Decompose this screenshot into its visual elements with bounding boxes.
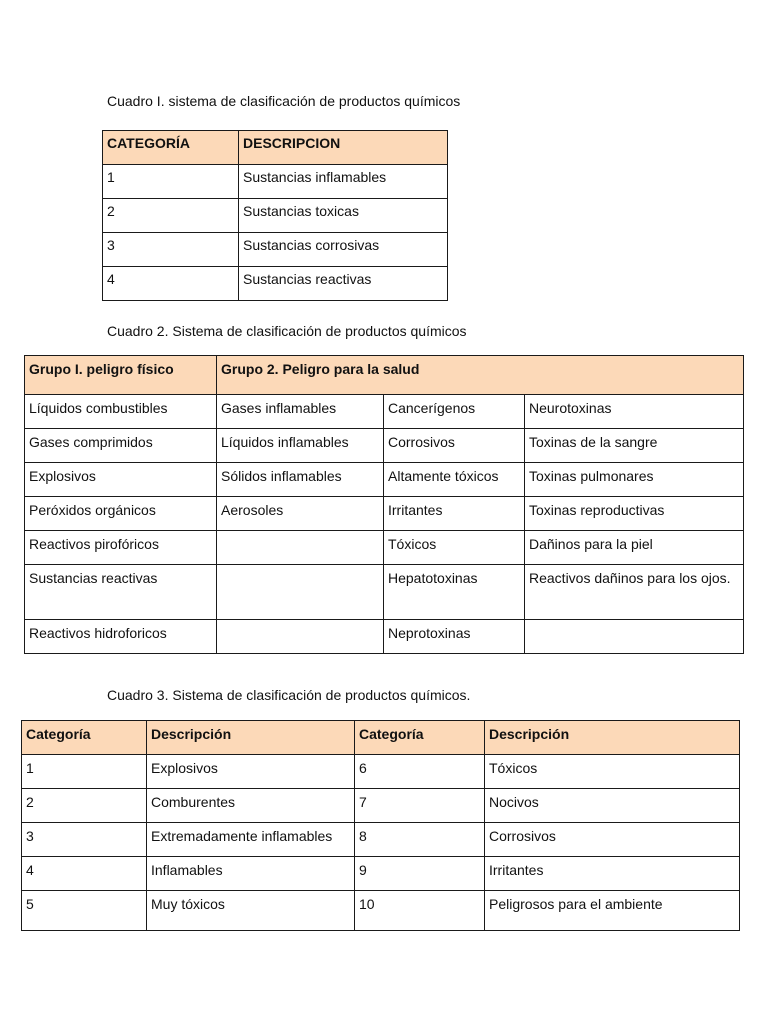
table-cell: Explosivos [25, 463, 217, 497]
table-row [25, 395, 744, 429]
table-cell: 3 [22, 823, 147, 857]
table-cell: Sustancias reactivas [25, 565, 217, 620]
table-cell: Gases inflamables [217, 395, 384, 429]
table1-header-row [103, 131, 448, 165]
table-cell: 8 [355, 823, 485, 857]
table-cell [525, 620, 744, 654]
table-row [22, 857, 740, 891]
table-cell: Corrosivos [384, 429, 525, 463]
table1-caption: Cuadro I. sistema de clasificación de productos químicos [107, 93, 461, 109]
table-cell: Aerosoles [217, 497, 384, 531]
table-cell: 10 [355, 891, 485, 931]
table2-header-cell: Grupo 2. Peligro para la salud [217, 356, 744, 395]
table-cell: Irritantes [384, 497, 525, 531]
table-row [22, 891, 740, 931]
table-cell: Neprotoxinas [384, 620, 525, 654]
table-cell: Reactivos dañinos para los ojos. [525, 565, 744, 620]
table-cell: 4 [103, 267, 239, 301]
table-cell: 4 [22, 857, 147, 891]
table-cell: Explosivos [147, 755, 355, 789]
table-cell: Líquidos combustibles [25, 395, 217, 429]
table-cell: 9 [355, 857, 485, 891]
table3-header-cell: Categoría [355, 721, 485, 755]
table-cell: Peligrosos para el ambiente [485, 891, 740, 931]
table-cell: 2 [22, 789, 147, 823]
table-cell: Peróxidos orgánicos [25, 497, 217, 531]
table-cell: Sustancias reactivas [239, 267, 448, 301]
table-cell: Tóxicos [485, 755, 740, 789]
table2-header-row [25, 356, 744, 395]
table3-header-cell: Descripción [147, 721, 355, 755]
table-cell: Toxinas reproductivas [525, 497, 744, 531]
table-cell: 6 [355, 755, 485, 789]
table-cell: Dañinos para la piel [525, 531, 744, 565]
table-cell: Hepatotoxinas [384, 565, 525, 620]
table-cell: Toxinas de la sangre [525, 429, 744, 463]
table-cell: Tóxicos [384, 531, 525, 565]
table-cell: 3 [103, 233, 239, 267]
table-cell: Toxinas pulmonares [525, 463, 744, 497]
table1-header-cell: CATEGORÍA [103, 131, 239, 165]
table-cell: Muy tóxicos [147, 891, 355, 931]
table-row [22, 823, 740, 857]
table-row [25, 565, 744, 620]
table-row [25, 620, 744, 654]
table-row [25, 463, 744, 497]
table-cell: 1 [103, 165, 239, 199]
table-cell: Sustancias corrosivas [239, 233, 448, 267]
table-row [103, 233, 448, 267]
table3-caption: Cuadro 3. Sistema de clasificación de productos químicos. [107, 687, 471, 703]
table-cell: Inflamables [147, 857, 355, 891]
table-row [25, 497, 744, 531]
table-row [22, 789, 740, 823]
table-cell: Cancerígenos [384, 395, 525, 429]
table3-header-cell: Descripción [485, 721, 740, 755]
table-cell: Neurotoxinas [525, 395, 744, 429]
table-cell: 1 [22, 755, 147, 789]
table-cell: Irritantes [485, 857, 740, 891]
table-cell [217, 620, 384, 654]
table-cell: 7 [355, 789, 485, 823]
table-cell: Reactivos hidroforicos [25, 620, 217, 654]
table-cell: Sustancias inflamables [239, 165, 448, 199]
table-cell: Sustancias toxicas [239, 199, 448, 233]
table-cell: 5 [22, 891, 147, 931]
table-cell: Sólidos inflamables [217, 463, 384, 497]
table3-header-cell: Categoría [22, 721, 147, 755]
table-cell: Líquidos inflamables [217, 429, 384, 463]
table1 [102, 130, 448, 301]
table-cell [217, 565, 384, 620]
table-cell: Reactivos pirofóricos [25, 531, 217, 565]
table3-header-row [22, 721, 740, 755]
table-cell: Altamente tóxicos [384, 463, 525, 497]
table-cell: Comburentes [147, 789, 355, 823]
table2-header-cell: Grupo I. peligro físico [25, 356, 217, 395]
table-cell: Nocivos [485, 789, 740, 823]
table3 [21, 720, 740, 931]
table2-caption: Cuadro 2. Sistema de clasificación de productos químicos [107, 323, 467, 339]
table-cell [217, 531, 384, 565]
table-cell: Extremadamente inflamables [147, 823, 355, 857]
table-row [25, 531, 744, 565]
table-row [25, 429, 744, 463]
table-row [22, 755, 740, 789]
table1-header-cell: DESCRIPCION [239, 131, 448, 165]
table2 [24, 355, 744, 654]
table-row [103, 199, 448, 233]
table-row [103, 267, 448, 301]
table-cell: 2 [103, 199, 239, 233]
table-cell: Gases comprimidos [25, 429, 217, 463]
table-cell: Corrosivos [485, 823, 740, 857]
table-row [103, 165, 448, 199]
